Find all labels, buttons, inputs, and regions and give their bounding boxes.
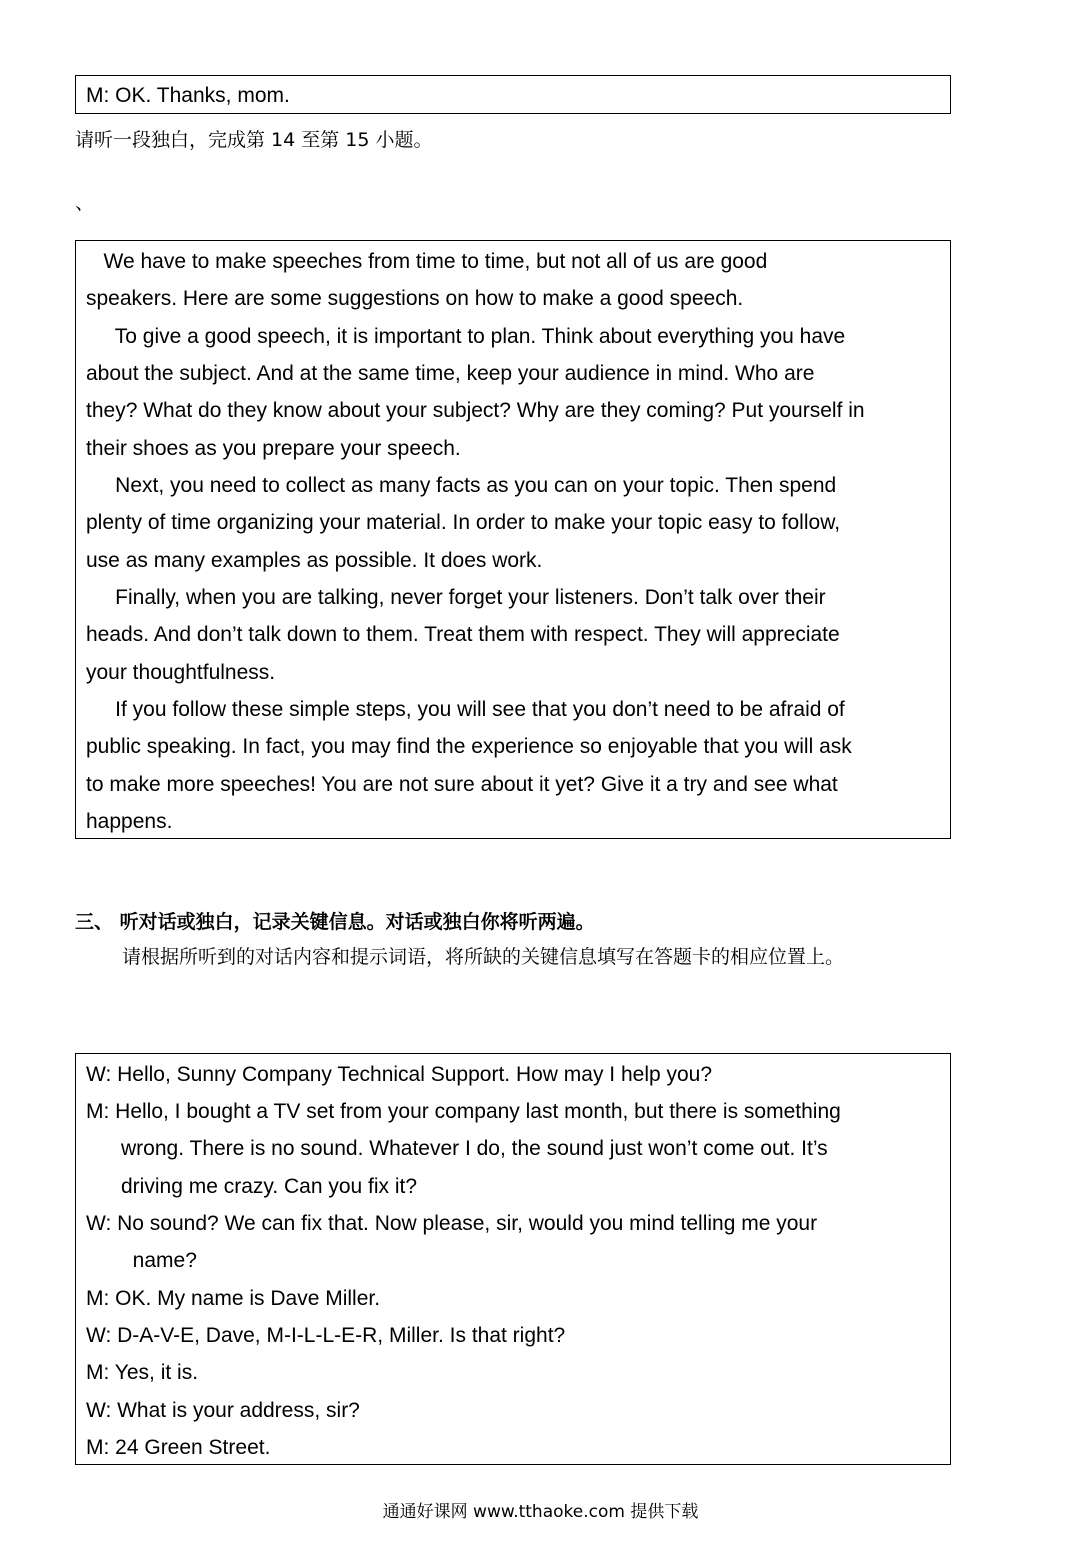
top-dialogue-box [75,75,951,114]
passage-line: to make more speeches! You are not sure about it yet? Give it a try and see what [86,773,838,796]
passage-line: We have to make speeches from time to time, but not all of us are good [86,250,768,273]
dialogue-line: driving me crazy. Can you fix it? [86,1175,418,1198]
passage-line: happens. [86,810,173,833]
monologue-instruction: 请听一段独白，完成第 14 至第 15 小题。 [75,129,433,151]
passage-box [75,240,951,839]
passage-line: public speaking. In fact, you may find the experience so enjoyable that you will ask [86,735,852,758]
passage-line: their shoes as you prepare your speech. [86,437,461,460]
dialogue-line: wrong. There is no sound. Whatever I do, the sound just won’t come out. It’s [86,1137,828,1160]
stray-mark: 、 [75,192,95,214]
passage-line: To give a good speech, it is important to plan. Think about everything you have [86,325,846,348]
dialogue-line: M: Hello, I bought a TV set from your company last month, but there is something [86,1100,841,1123]
dialogue-line: M: 24 Green Street. [86,1436,271,1459]
page-footer: 通通好课网 www.tthaoke.com 提供下载 [382,1502,699,1522]
dialogue-line: M: OK. My name is Dave Miller. [86,1287,381,1310]
dialogue-line: M: OK. Thanks, mom. [86,84,290,107]
dialogue-line: W: No sound? We can fix that. Now please, sir, would you mind telling me your [86,1212,818,1235]
passage-line: Next, you need to collect as many facts as you can on your topic. Then spend [86,474,837,497]
passage-line: about the subject. And at the same time, keep your audience in mind. Who are [86,362,815,385]
passage-line: Finally, when you are talking, never forget your listeners. Don’t talk over their [86,586,826,609]
dialogue-line: M: Yes, it is. [86,1361,199,1384]
passage-line: plenty of time organizing your material. In order to make your topic easy to follow, [86,511,841,534]
passage-line: use as many examples as possible. It does work. [86,549,543,572]
section-heading: 三、 听对话或独白，记录关键信息。对话或独白你将听两遍。 [75,911,595,933]
passage-line: speakers. Here are some suggestions on how to make a good speech. [86,287,744,310]
passage-line: heads. And don’t talk down to them. Treat them with respect. They will appreciate [86,623,840,646]
passage-line: your thoughtfulness. [86,661,276,684]
dialogue-line: W: What is your address, sir? [86,1399,360,1422]
dialogue-line: W: Hello, Sunny Company Technical Support. How may I help you? [86,1063,713,1086]
passage-line: they? What do they know about your subject? Why are they coming? Put yourself in [86,399,865,422]
dialogue-line: W: D-A-V-E, Dave, M-I-L-L-E-R, Miller. Is that right? [86,1324,566,1347]
dialogue-line: name? [86,1249,197,1272]
section-instruction: 请根据所听到的对话内容和提示词语，将所缺的关键信息填写在答题卡的相应位置上。 [122,946,845,968]
dialogue-box [75,1053,951,1465]
passage-line: If you follow these simple steps, you will see that you don’t need to be afraid of [86,698,845,721]
